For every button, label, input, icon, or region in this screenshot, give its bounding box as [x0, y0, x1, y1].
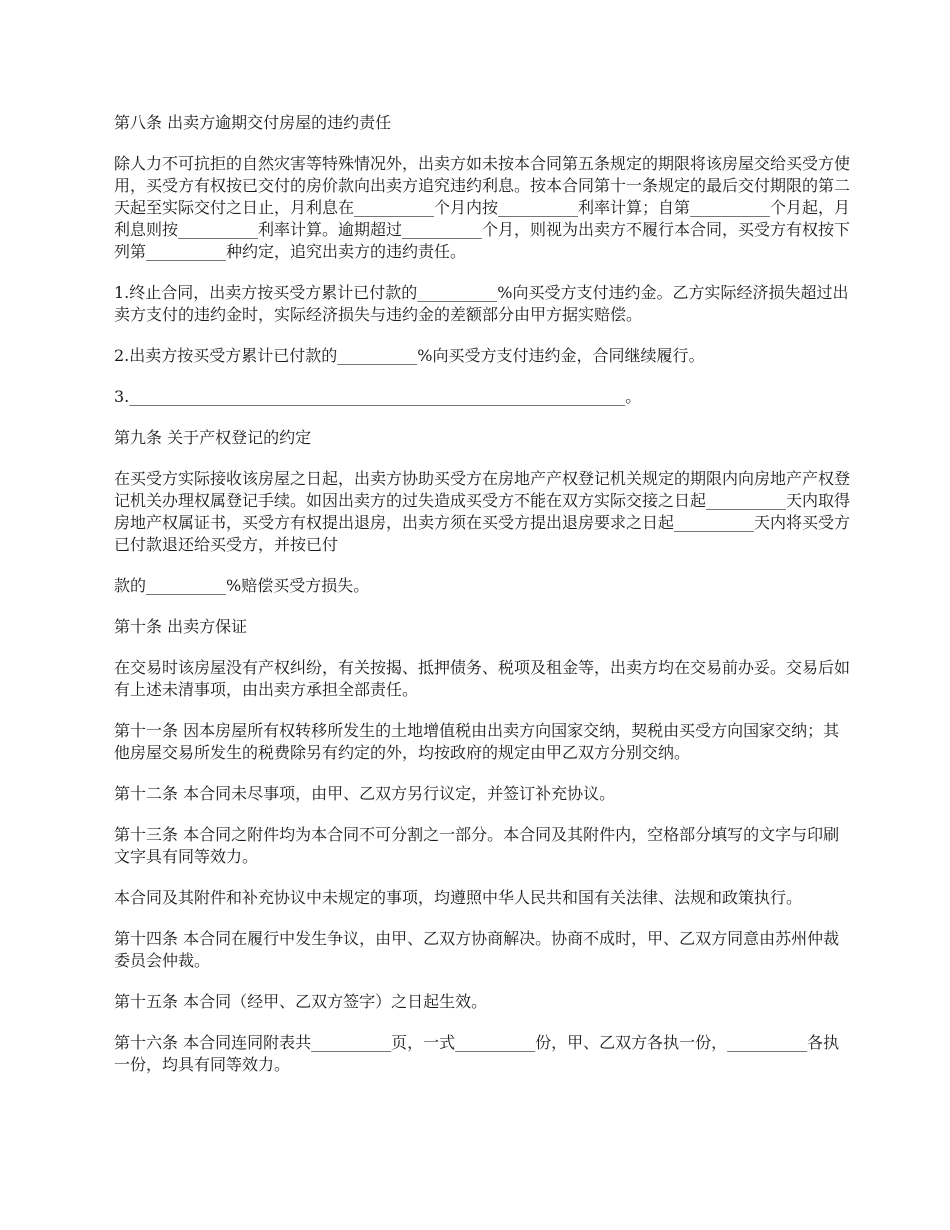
- document-page: [114, 112, 850, 1095]
- article-13: 第十三条 本合同之附件均为本合同不可分割之一部分。本合同及其附件内，空格部分填写的文字与印刷文字具有同等效力。: [114, 825, 840, 866]
- article-9-heading: 第九条 关于产权登记的约定: [114, 428, 312, 447]
- article-8-option-1: 1.终止合同，出卖方按买受方累计已付款的__________%向买受方支付违约金。乙方实际经济损失超过出卖方支付的违约金时，实际经济损失与违约金的差额部分由甲方据实赔偿。: [114, 283, 849, 324]
- article-16: 第十六条 本合同连同附表共__________页，一式__________份，甲、乙双方各执一份，__________各执一份，均具有同等效力。: [114, 1033, 840, 1074]
- article-15: 第十五条 本合同（经甲、乙双方签字）之日起生效。: [114, 992, 488, 1011]
- article-10-heading: 第十条 出卖方保证: [114, 617, 248, 636]
- article-14: 第十四条 本合同在履行中发生争议，由甲、乙双方协商解决。协商不成时，甲、乙双方同意由苏州仲裁委员会仲裁。: [114, 929, 840, 970]
- article-8-body: 除人力不可抗拒的自然灾害等特殊情况外，出卖方如未按本合同第五条规定的期限将该房屋交给买受方使用，买受方有权按已交付的房价款向出卖方追究违约利息。按本合同第十一条规定的最后交付期限的第二天起至实际交付之日止，月利息在__________个月内按__________利率计算；自第__________个月起，月利息则按__________利率计算。逾期超过__________个月，则视为出卖方不履行本合同，买受方有权按下列第__________种约定，追究出卖方的违约责任。: [114, 154, 851, 261]
- article-9-body-continued: 款的__________%赔偿买受方损失。: [114, 576, 370, 595]
- article-12: 第十二条 本合同未尽事项，由甲、乙双方另行议定，并签订补充协议。: [114, 784, 616, 803]
- article-11: 第十一条 因本房屋所有权转移所发生的土地增值税由出卖方向国家交纳，契税由买受方向国家交纳；其他房屋交易所发生的税费除另有约定的外，均按政府的规定由甲乙双方分别交纳。: [114, 721, 840, 762]
- article-13-supplement: 本合同及其附件和补充协议中未规定的事项，均遵照中华人民共和国有关法律、法规和政策执行。: [114, 888, 803, 907]
- article-8-heading: 第八条 出卖方逾期交付房屋的违约责任: [114, 113, 392, 132]
- article-9-body: 在买受方实际接收该房屋之日起，出卖方协助买受方在房地产产权登记机关规定的期限内向房地产产权登记机关办理权属登记手续。如因出卖方的过失造成买受方不能在双方实际交接之日起__________天内取得房地产权属证书，买受方有权提出退房，出卖方须在买受方提出退房要求之日起__________天内将买受方已付款退还给买受方，并按已付: [114, 469, 851, 554]
- article-10-body: 在交易时该房屋没有产权纠纷，有关按揭、抵押债务、税项及租金等，出卖方均在交易前办妥。交易后如有上述未清事项，由出卖方承担全部责任。: [114, 658, 851, 699]
- article-8-option-2: 2.出卖方按买受方累计已付款的__________%向买受方支付违约金，合同继续履行。: [114, 346, 705, 365]
- article-8-option-3: 3.______________________________________________________________。: [114, 387, 642, 406]
